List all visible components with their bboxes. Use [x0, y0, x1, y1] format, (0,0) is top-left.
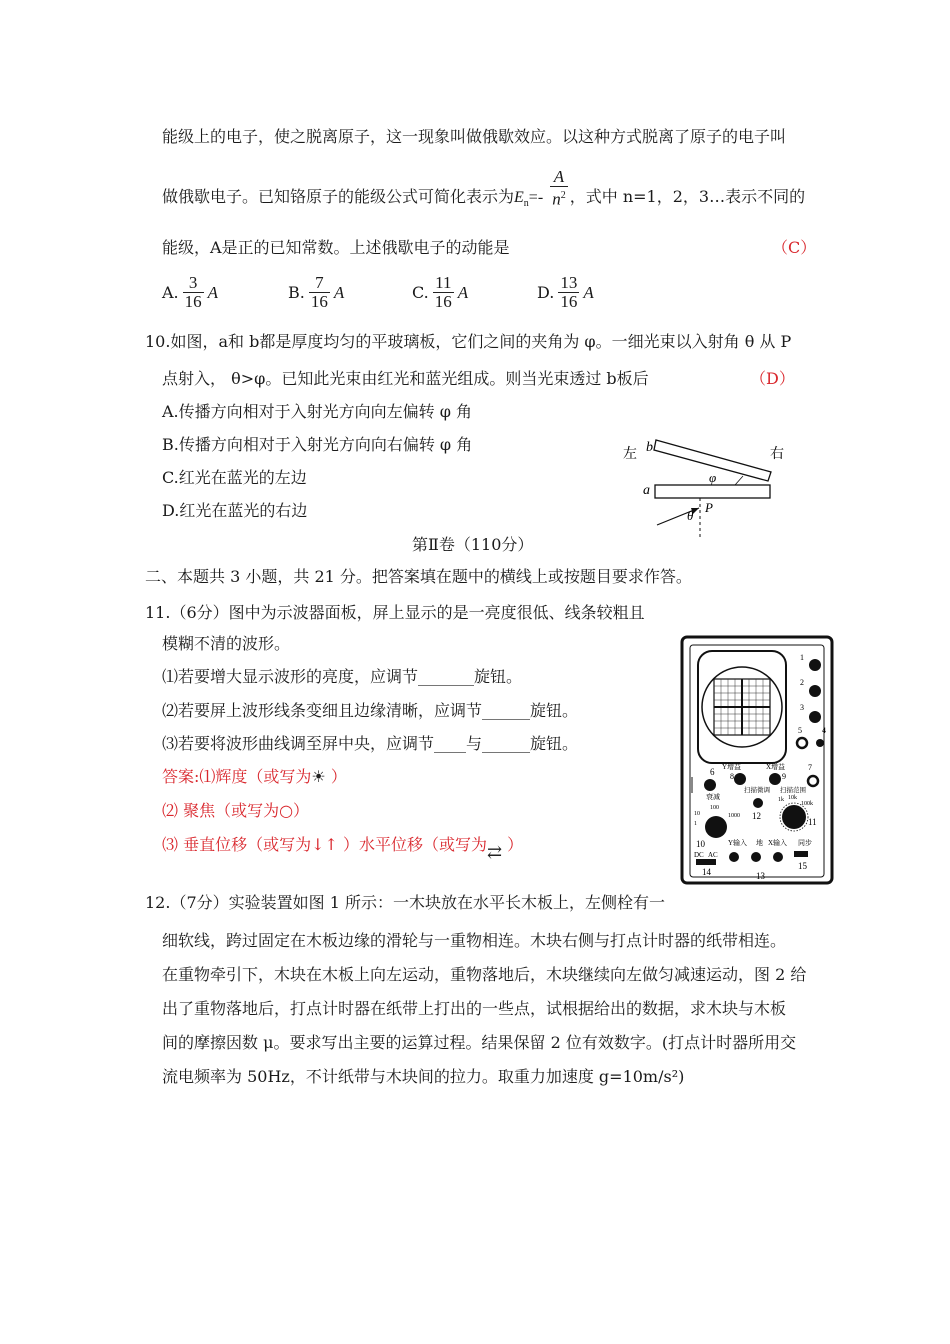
formula-E: E — [514, 189, 524, 206]
q12-line-4: 出了重物落地后，打点计时器在纸带上打出的一些点，试根据给出的数据，求木块与木板 — [162, 999, 787, 1018]
section2-intro: 二、本题共 3 小题，共 21 分。把答案填在题中的横线上或按题目要求作答。 — [145, 567, 692, 586]
q11-answer-2: ⑵ 聚焦（或写为○） — [162, 801, 310, 820]
fig-P-label: P — [705, 500, 713, 515]
q12-line-2: 细软线，跨过固定在木板边缘的滑轮与一重物相连。木块右侧与打点计时器的纸带相连。 — [162, 931, 787, 950]
q9-answer: （C） — [772, 238, 817, 257]
svg-text:1: 1 — [694, 821, 697, 827]
svg-text:Y增益: Y增益 — [722, 763, 742, 771]
svg-text:100: 100 — [710, 805, 719, 811]
svg-text:X增益: X增益 — [766, 763, 786, 771]
fig-b-label: b — [646, 440, 653, 455]
formula-eq: =- — [528, 189, 544, 206]
q11-line-2: 模糊不清的波形。 — [162, 634, 291, 653]
q9-line-2-pre: 做俄歇电子。已知铬原子的能级公式可简化表示为 — [162, 187, 515, 206]
fig-phi-label: φ — [709, 470, 717, 485]
knob-6 — [704, 779, 716, 791]
svg-text:DC: DC — [694, 851, 704, 859]
svg-text:14: 14 — [702, 867, 711, 877]
q11-sub-1: ⑴若要增大显示波形的亮度，应调节_______旋钮。 — [162, 667, 523, 686]
svg-text:2: 2 — [800, 678, 804, 687]
ground-jack — [751, 852, 761, 862]
svg-text:15: 15 — [798, 861, 807, 871]
knob-11 — [782, 805, 806, 829]
svg-text:1k: 1k — [778, 797, 784, 803]
svg-text:8: 8 — [730, 772, 734, 781]
formula-den: n — [552, 189, 561, 209]
fig-a-label: a — [643, 483, 650, 498]
q9-option-a: A. $\frac{3}{16}$ A — [162, 273, 219, 311]
sync-switch — [794, 851, 808, 857]
dc-ac-switch — [696, 859, 716, 865]
q12-line-3: 在重物牵引下，木块在木板上向左运动，重物落地后，木块继续向左做匀减速运动，图 2 给 — [162, 965, 807, 984]
formula-sub: n — [523, 198, 529, 210]
formula-fraction — [550, 168, 568, 209]
q10-line-1: 10.如图，a和 b都是厚度均匀的平玻璃板，它们之间的夹角为 φ。一细光束以入射角 θ 从 P — [145, 332, 792, 351]
svg-text:AC: AC — [708, 851, 718, 859]
svg-text:10: 10 — [694, 811, 700, 817]
section2-title: 第Ⅱ卷（110分） — [412, 535, 534, 554]
fig-left-label: 左 — [623, 447, 637, 462]
y-input-jack — [729, 852, 739, 862]
q9-option-c: C. $\frac{11}{16}$ A — [412, 273, 469, 311]
knob-9 — [769, 773, 781, 785]
q10-option-c: C.红光在蓝光的左边 — [162, 468, 307, 487]
svg-text:Y输入: Y输入 — [728, 839, 748, 847]
q11-answer-1: 答案:⑴辉度（或写为☀ ） — [162, 767, 347, 786]
fig-theta-label: θ — [687, 508, 694, 523]
svg-text:地: 地 — [756, 839, 763, 847]
knob-10 — [705, 816, 727, 838]
knob-5 — [797, 738, 807, 748]
formula-num: A — [553, 167, 565, 187]
svg-text:12: 12 — [752, 811, 761, 821]
svg-text:同步: 同步 — [798, 839, 812, 847]
svg-text:X输入: X输入 — [768, 839, 788, 847]
svg-text:扫描范围: 扫描范围 — [780, 787, 806, 794]
svg-text:扫描微调: 扫描微调 — [744, 787, 770, 794]
svg-text:9: 9 — [782, 772, 786, 781]
plate-a — [655, 485, 770, 498]
svg-text:10k: 10k — [788, 795, 797, 801]
q9-line-2-post: ，式中 n=1，2，3…表示不同的 — [569, 187, 806, 206]
svg-text:5: 5 — [798, 726, 802, 735]
q10-option-b: B.传播方向相对于入射光方向向右偏转 φ 角 — [162, 435, 473, 454]
knob-8 — [734, 773, 746, 785]
svg-text:13: 13 — [756, 871, 765, 881]
q10-option-d: D.红光在蓝光的右边 — [162, 501, 308, 520]
q11-sub-3: ⑶若要将波形曲线调至屏中央，应调节____与______旋钮。 — [162, 734, 579, 753]
knob-3 — [809, 711, 821, 723]
q9-option-d: D. $\frac{13}{16}$ A — [537, 273, 594, 311]
switch-4 — [816, 739, 824, 747]
knob-2 — [809, 685, 821, 697]
svg-text:100k: 100k — [801, 801, 813, 807]
q9-line-1: 能级上的电子，使之脱离原子，这一现象叫做俄歇效应。以这种方式脱离了原子的电子叫 — [162, 127, 787, 146]
q9-option-b: B. $\frac{7}{16}$ A — [288, 273, 345, 311]
fig-right-label: 右 — [770, 447, 784, 462]
knob-12 — [753, 798, 763, 808]
q10-line-2: 点射入， θ>φ。已知此光束由红光和蓝光组成。则当光束透过 b板后 — [162, 369, 649, 388]
oscilloscope-panel-figure — [680, 635, 835, 887]
formula-exp: 2 — [560, 190, 566, 202]
horizontal-shift-icon: ⇄ — [487, 842, 503, 863]
svg-text:衰减: 衰减 — [706, 793, 720, 801]
svg-text:7: 7 — [808, 763, 812, 772]
q11-sub-2: ⑵若要屏上波形线条变细且边缘清晰，应调节______旋钮。 — [162, 701, 579, 720]
q10-answer: （D） — [750, 369, 795, 388]
knob-7 — [808, 776, 818, 786]
q11-line-1: 11.（6分）图中为示波器面板，屏上显示的是一亮度很低、线条较粗且 — [145, 603, 645, 622]
x-input-jack — [773, 852, 783, 862]
svg-text:4: 4 — [822, 726, 826, 735]
q12-line-1: 12.（7分）实验装置如图 1 所示：一木块放在水平长木板上，左侧栓有一 — [145, 893, 665, 912]
svg-text:1000: 1000 — [728, 813, 740, 819]
q12-line-5: 间的摩擦因数 μ。要求写出主要的运算过程。结果保留 2 位有效数字。(打点计时器所用交 — [162, 1033, 797, 1052]
svg-text:11: 11 — [808, 817, 817, 827]
q11-answer-3: ⑶ 垂直位移（或写为↓↑ ）水平位移（或写为⇄ ） — [162, 835, 524, 863]
q9-line-2 — [162, 167, 806, 215]
glass-plates-figure — [615, 430, 795, 545]
knob-1 — [809, 659, 821, 671]
svg-text:3: 3 — [800, 703, 804, 712]
svg-text:1: 1 — [800, 653, 804, 662]
svg-text:6: 6 — [710, 767, 715, 777]
q9-line-3: 能级，A是正的已知常数。上述俄歇电子的动能是 — [162, 238, 510, 257]
q12-line-6: 流电频率为 50Hz，不计纸带与木块间的拉力。取重力加速度 g=10m/s²) — [162, 1067, 685, 1086]
q10-option-a: A.传播方向相对于入射光方向向左偏转 φ 角 — [162, 402, 473, 421]
brightness-icon: ☀ — [311, 767, 326, 786]
svg-text:10: 10 — [696, 839, 705, 849]
